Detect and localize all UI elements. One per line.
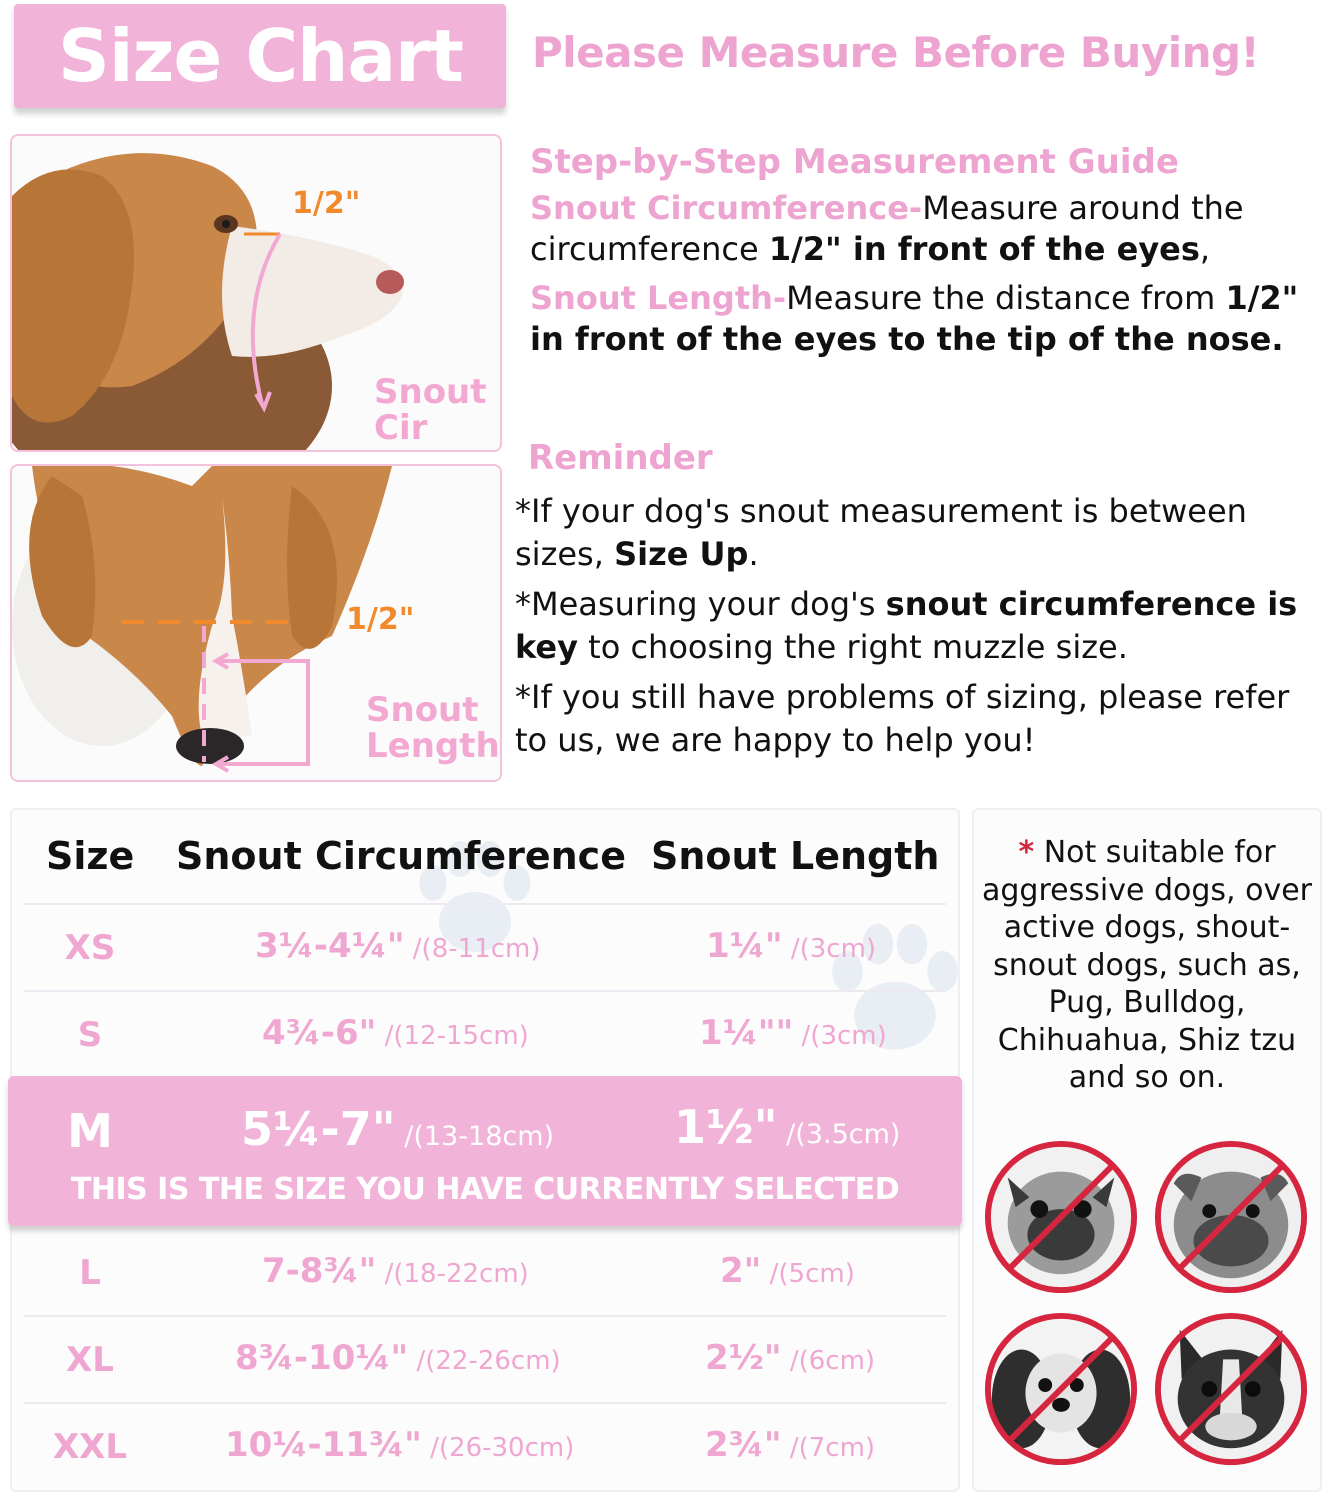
table-row-m-circumference: 5¼-7" /(13-18cm) <box>241 1102 555 1156</box>
table-row-xl-length: 2½" /(6cm) <box>705 1338 876 1378</box>
prohibited-bulldog-icon <box>1152 1138 1310 1296</box>
table-row-xxl-size: XXL <box>52 1427 128 1467</box>
length-offset-label: 1/2" <box>346 602 415 637</box>
row-divider <box>24 1315 946 1317</box>
warning-text: * Not suitable for aggressive dogs, over active dogs, shout-snout dogs, such as, Pug, Bulldog, Chihuahua, Shiz tzu and so on. <box>982 835 1312 1095</box>
selected-size-note: THIS IS THE SIZE YOU HAVE CURRENTLY SELECTED <box>70 1172 900 1207</box>
table-row-xs-size: XS <box>64 928 116 968</box>
reminder-item-circumference-key: *Measuring your dog's snout circumference is key to choosing the right muzzle size. <box>515 585 1298 666</box>
measurement-guide <box>530 142 1310 360</box>
table-row-m-length: 1½" /(3.5cm) <box>674 1100 901 1154</box>
table-row-xxl-length: 2¾" /(7cm) <box>705 1425 876 1465</box>
guide-length-term: Snout Length- <box>530 279 787 317</box>
table-row-l-length: 2" /(5cm) <box>720 1251 855 1291</box>
table-row-m-size: M <box>67 1104 113 1158</box>
page-title: Size Chart <box>58 14 463 98</box>
circumference-offset-label: 1/2" <box>292 186 361 221</box>
snout-cir-label-line1: Snout <box>374 372 487 412</box>
guide-length-bold: 1/2" in front of the eyes to the tip of the nose. <box>530 279 1299 358</box>
title-banner <box>14 4 506 108</box>
table-header-circumference: Snout Circumference <box>176 834 626 878</box>
snout-length-label-line1: Snout <box>366 690 479 730</box>
snout-circumference-diagram <box>10 134 502 452</box>
guide-length-paragraph: Snout Length-Measure the distance from 1/2" in front of the eyes to the tip of the nose. <box>530 279 1299 358</box>
table-row-xl-circumference: 8¾-10¼" /(22-26cm) <box>235 1338 561 1378</box>
reminder-item-contact: *If you still have problems of sizing, please refer to us, we are happy to help you! <box>515 678 1290 759</box>
table-row-s-size: S <box>77 1015 103 1055</box>
table-row-s-length: 1¼"" /(3cm) <box>699 1013 887 1053</box>
snout-length-diagram <box>10 464 502 782</box>
row-divider <box>24 903 946 905</box>
prohibited-french-bulldog-icon <box>1152 1310 1310 1468</box>
table-row-l-circumference: 7-8¾" /(18-22cm) <box>262 1251 529 1291</box>
guide-heading: Step-by-Step Measurement Guide <box>530 142 1179 182</box>
guide-circumference-term: Snout Circumference- <box>530 189 923 227</box>
reminder-heading: Reminder <box>528 438 713 478</box>
row-divider <box>24 990 946 992</box>
prohibited-pug-icon <box>982 1138 1140 1296</box>
table-row-xxl-circumference: 10¼-11¾" /(26-30cm) <box>225 1425 575 1465</box>
prohibited-shih-tzu-icon <box>982 1310 1140 1468</box>
table-row-xl-size: XL <box>66 1340 114 1380</box>
snout-length-label-line2: Length <box>366 726 500 766</box>
table-header-length: Snout Length <box>651 834 940 878</box>
guide-circumference-paragraph: Snout Circumference-Measure around the circumference 1/2" in front of the eyes, <box>530 189 1244 268</box>
headline: Please Measure Before Buying! <box>532 28 1260 77</box>
snout-cir-label-line2: Cir <box>374 408 428 448</box>
guide-circumference-bold: 1/2" in front of the eyes <box>768 230 1200 268</box>
row-divider <box>24 1402 946 1404</box>
table-row-s-circumference: 4¾-6" /(12-15cm) <box>262 1013 529 1053</box>
table-row-l-size: L <box>79 1253 101 1293</box>
table-header-size: Size <box>46 834 135 878</box>
table-row-xs-length: 1¼" /(3cm) <box>706 926 877 966</box>
reminder-list <box>515 490 1323 769</box>
table-row-xs-circumference: 3¼-4¼" /(8-11cm) <box>255 926 541 966</box>
reminder-item-size-up: *If your dog's snout measurement is between sizes, Size Up. <box>515 492 1247 573</box>
